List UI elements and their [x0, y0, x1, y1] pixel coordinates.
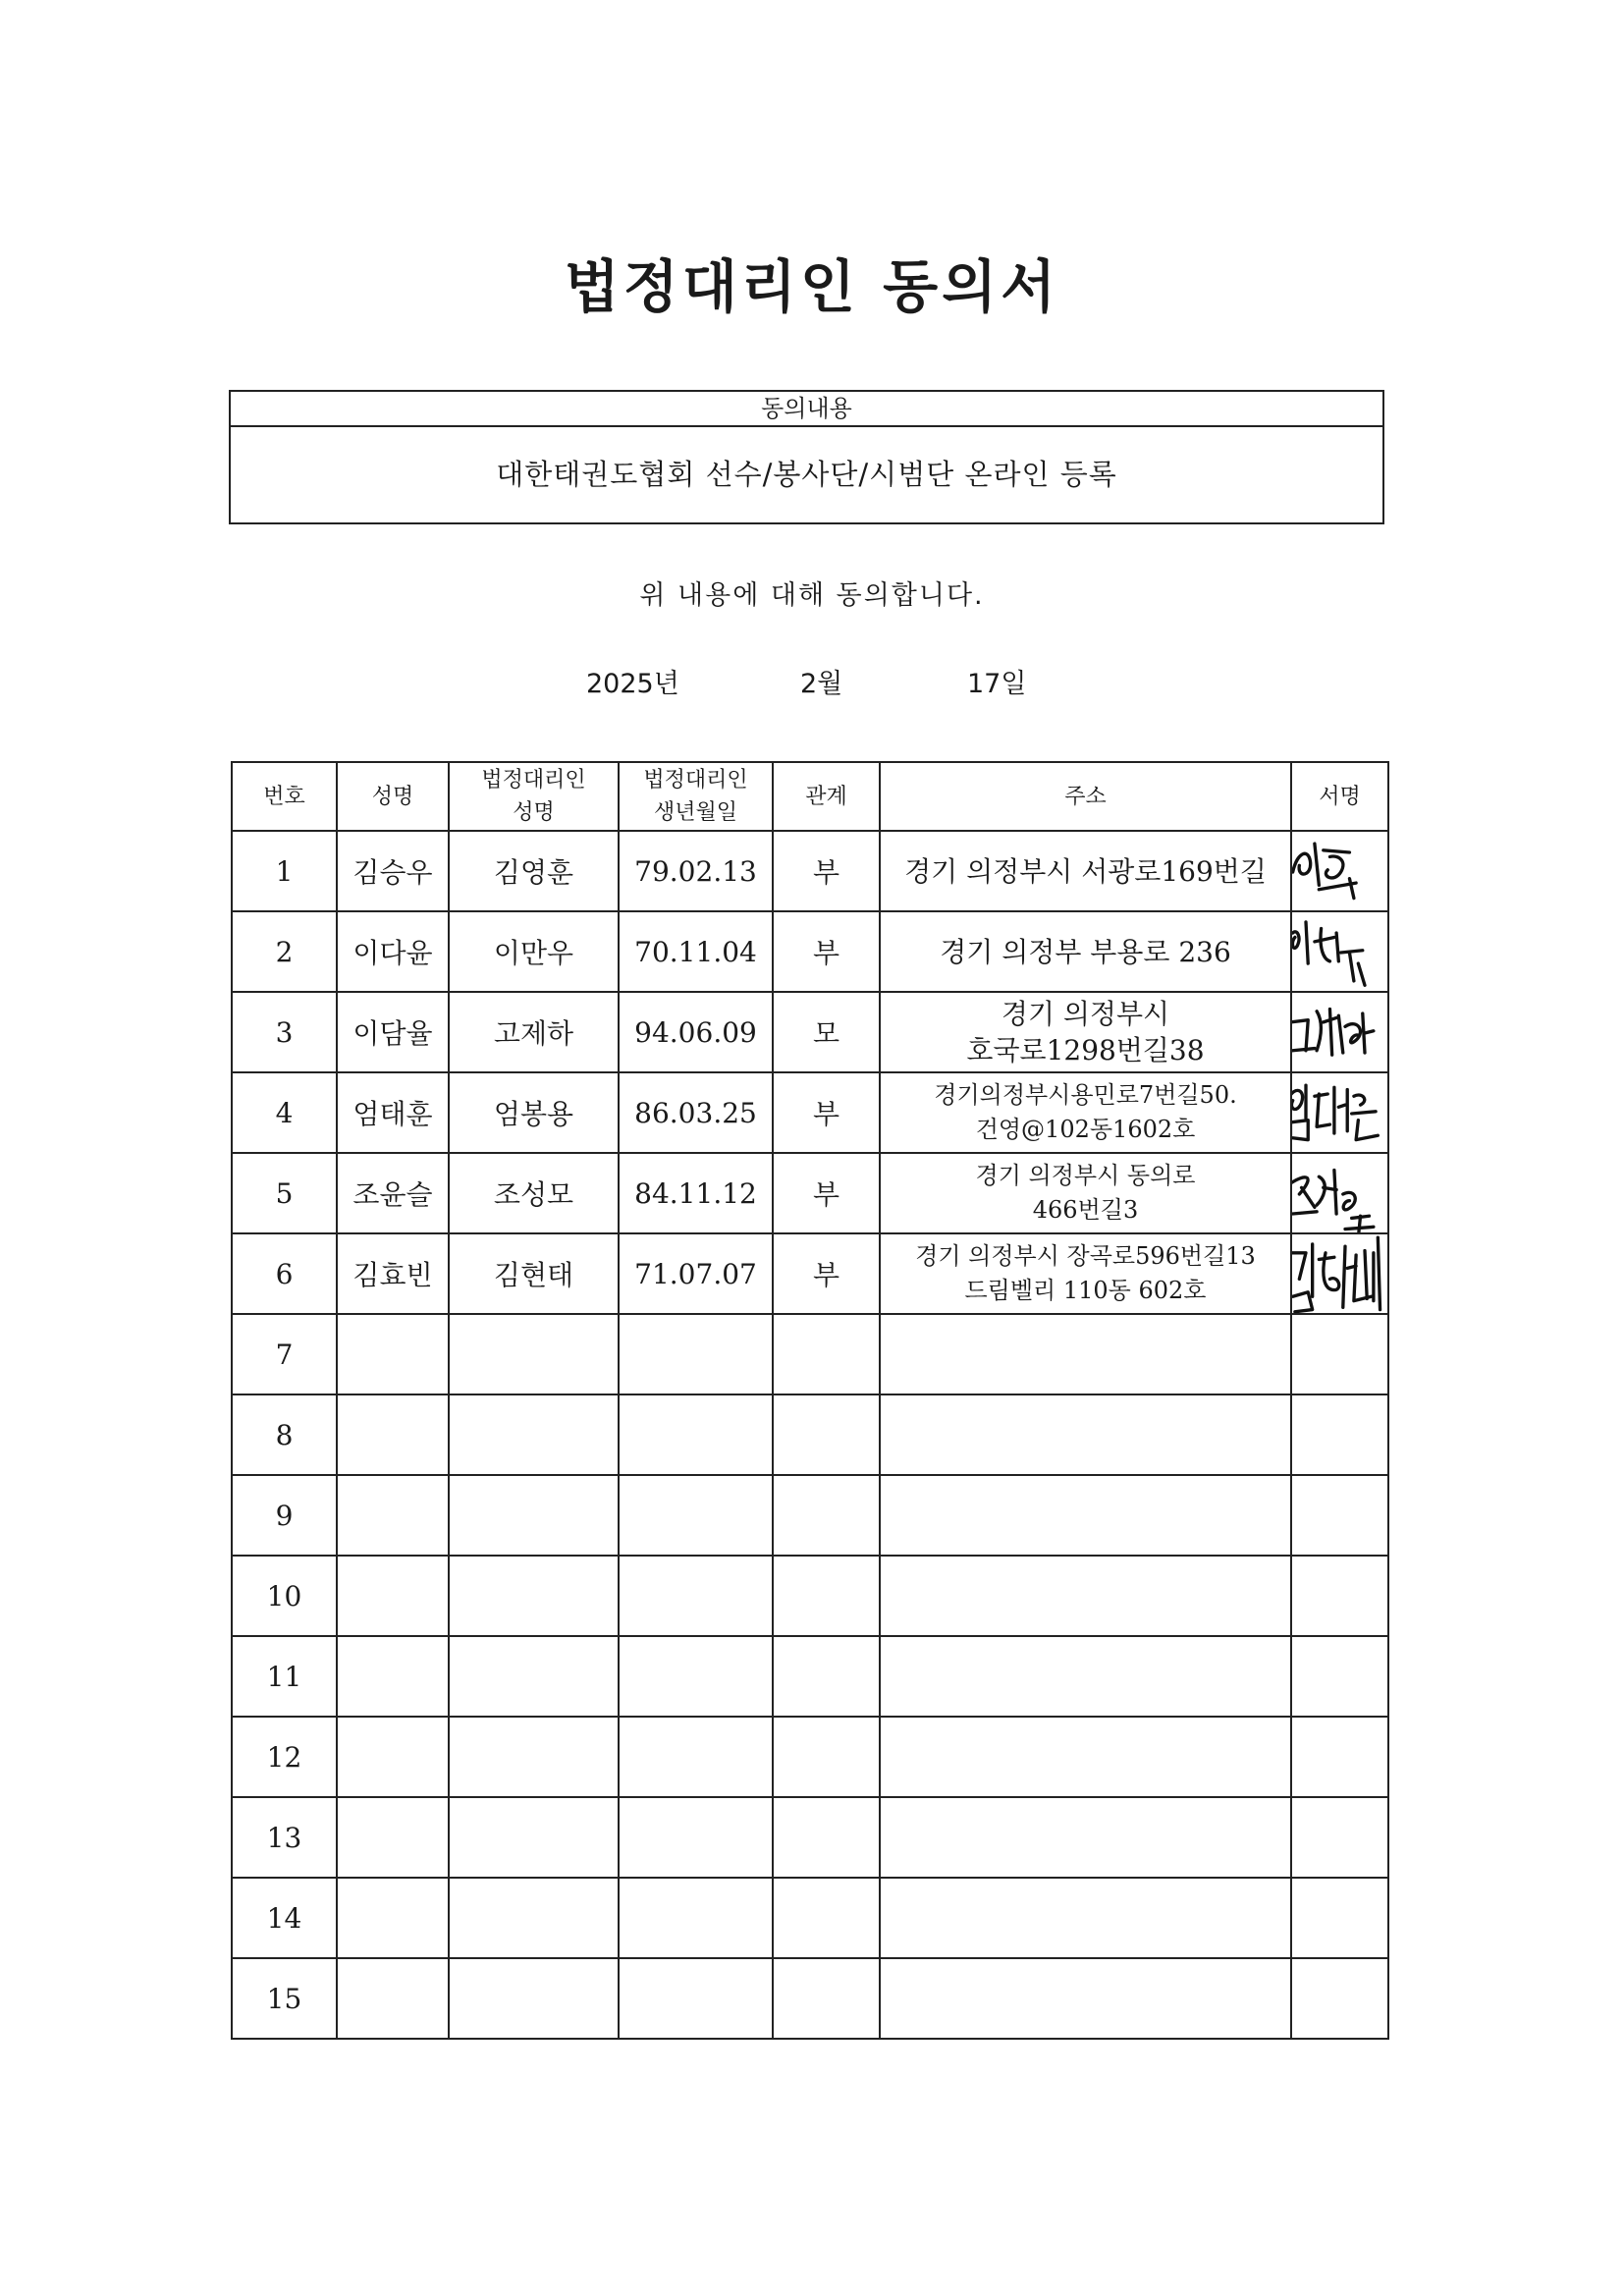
- cell-relation: [773, 1475, 880, 1556]
- cell-address: [880, 992, 1291, 1072]
- cell-relation: [773, 1878, 880, 1958]
- signature-scrawl: [1291, 992, 1384, 1072]
- table-row: [232, 1958, 1388, 2039]
- cell-no: 12: [232, 1717, 337, 1797]
- cell-relation: [773, 1394, 880, 1475]
- cell-guardian-birth: [619, 1717, 773, 1797]
- address-line-2: 건영@102동1602호: [975, 1116, 1196, 1143]
- cell-relation: [773, 1556, 880, 1636]
- cell-address: [880, 1958, 1291, 2039]
- cell-signature: [1291, 1636, 1388, 1717]
- cell-address: [880, 1475, 1291, 1556]
- table-row: [232, 831, 1388, 911]
- cell-name: [337, 1717, 449, 1797]
- handwritten-signature: [1291, 992, 1388, 1072]
- cell-address: [880, 1394, 1291, 1475]
- cell-guardian-name: 김영훈: [449, 831, 619, 911]
- cell-guardian-birth: [619, 1797, 773, 1878]
- cell-no: 6: [232, 1233, 337, 1314]
- handwritten-signature: [1291, 1233, 1388, 1314]
- cell-address: [880, 1797, 1291, 1878]
- cell-guardian-name: [449, 1636, 619, 1717]
- table-row: [232, 1233, 1388, 1314]
- cell-guardian-name: [449, 1394, 619, 1475]
- table-row: [232, 1475, 1388, 1556]
- cell-name: [337, 1797, 449, 1878]
- cell-name: 김승우: [337, 831, 449, 911]
- header-no: 번호: [232, 762, 337, 831]
- cell-relation: [773, 1717, 880, 1797]
- cell-guardian-name: [449, 1717, 619, 1797]
- cell-signature: [1291, 1717, 1388, 1797]
- handwritten-signature: [1291, 831, 1388, 911]
- cell-address: [880, 1636, 1291, 1717]
- cell-guardian-birth: [619, 1394, 773, 1475]
- handwritten-signature: [1291, 1153, 1388, 1233]
- guardian-table: [231, 761, 1389, 2040]
- header-name: 성명: [337, 762, 449, 831]
- cell-name: [337, 1556, 449, 1636]
- address-line-1: 경기 의정부시 장곡로596번길13: [915, 1242, 1256, 1270]
- cell-guardian-name: [449, 1314, 619, 1394]
- handwritten-signature: [1291, 1072, 1388, 1153]
- signature-scrawl: [1291, 831, 1384, 911]
- cell-name: [337, 1878, 449, 1958]
- table-row: [232, 911, 1388, 992]
- cell-guardian-name: [449, 1475, 619, 1556]
- table-row: [232, 1394, 1388, 1475]
- cell-no: 7: [232, 1314, 337, 1394]
- cell-guardian-birth: 79.02.13: [619, 831, 773, 911]
- cell-guardian-name: [449, 1797, 619, 1878]
- cell-guardian-birth: [619, 1314, 773, 1394]
- cell-guardian-name: [449, 1878, 619, 1958]
- cell-relation: 부: [773, 911, 880, 992]
- table-row: [232, 1153, 1388, 1233]
- header-address: 주소: [880, 762, 1291, 831]
- handwritten-signature: [1291, 911, 1388, 992]
- address-line-1: 경기의정부시용민로7번길50.: [934, 1081, 1237, 1109]
- document-title: 법정대리인 동의서: [564, 253, 1060, 320]
- signature-scrawl: [1291, 1153, 1384, 1233]
- cell-no: 5: [232, 1153, 337, 1233]
- agreement-text: 위 내용에 대해 동의합니다.: [639, 580, 985, 611]
- cell-address: [880, 1556, 1291, 1636]
- cell-address: [880, 1314, 1291, 1394]
- cell-relation: [773, 1314, 880, 1394]
- cell-signature: [1291, 1958, 1388, 2039]
- header-signature: 서명: [1291, 762, 1388, 831]
- cell-address: [880, 1233, 1291, 1314]
- cell-guardian-birth: [619, 1878, 773, 1958]
- table-row: [232, 992, 1388, 1072]
- cell-relation: [773, 1958, 880, 2039]
- cell-name: [337, 1475, 449, 1556]
- consent-header: 동의내용: [231, 392, 1382, 427]
- header-guardian-name: [449, 762, 619, 831]
- cell-guardian-birth: 70.11.04: [619, 911, 773, 992]
- header-guardian-name-line1: 법정대리인: [481, 768, 586, 793]
- cell-guardian-birth: [619, 1636, 773, 1717]
- cell-guardian-birth: [619, 1958, 773, 2039]
- cell-name: 조윤슬: [337, 1153, 449, 1233]
- cell-name: [337, 1314, 449, 1394]
- address-line-1: 경기 의정부시 동의로: [975, 1162, 1196, 1189]
- cell-relation: 모: [773, 992, 880, 1072]
- header-guardian-birth-line1: 법정대리인: [643, 768, 748, 793]
- cell-no: 10: [232, 1556, 337, 1636]
- cell-relation: 부: [773, 1153, 880, 1233]
- cell-signature: [1291, 1797, 1388, 1878]
- cell-guardian-name: [449, 1958, 619, 2039]
- cell-signature: [1291, 1394, 1388, 1475]
- cell-no: 1: [232, 831, 337, 911]
- consent-body: 대한태권도협회 선수/봉사단/시범단 온라인 등록: [496, 458, 1117, 491]
- cell-relation: 부: [773, 1072, 880, 1153]
- address-line-1: 경기 의정부시: [1001, 998, 1170, 1030]
- header-guardian-name-line2: 성명: [513, 800, 555, 825]
- cell-relation: 부: [773, 831, 880, 911]
- cell-guardian-birth: 71.07.07: [619, 1233, 773, 1314]
- cell-relation: 부: [773, 1233, 880, 1314]
- header-guardian-birth: [619, 762, 773, 831]
- cell-no: 11: [232, 1636, 337, 1717]
- cell-no: 15: [232, 1958, 337, 2039]
- cell-address: [880, 1072, 1291, 1153]
- cell-name: 김효빈: [337, 1233, 449, 1314]
- cell-signature: [1291, 1878, 1388, 1958]
- cell-guardian-birth: [619, 1556, 773, 1636]
- cell-relation: [773, 1797, 880, 1878]
- cell-no: 9: [232, 1475, 337, 1556]
- cell-address: [880, 1153, 1291, 1233]
- table-row: [232, 1878, 1388, 1958]
- cell-no: 3: [232, 992, 337, 1072]
- cell-no: 2: [232, 911, 337, 992]
- cell-address: [880, 1878, 1291, 1958]
- address-line-2: 466번길3: [1032, 1196, 1139, 1224]
- address-line-2: 드림벨리 110동 602호: [964, 1277, 1207, 1304]
- cell-guardian-name: 엄봉용: [449, 1072, 619, 1153]
- signature-scrawl: [1291, 911, 1384, 992]
- cell-signature: [1291, 1314, 1388, 1394]
- table-row: [232, 1717, 1388, 1797]
- cell-name: 이담율: [337, 992, 449, 1072]
- table-row: [232, 1636, 1388, 1717]
- address-line-2: 호국로1298번길38: [966, 1034, 1205, 1066]
- table-row: [232, 1314, 1388, 1394]
- cell-no: 8: [232, 1394, 337, 1475]
- cell-no: 13: [232, 1797, 337, 1878]
- cell-guardian-name: [449, 1556, 619, 1636]
- cell-signature: [1291, 1475, 1388, 1556]
- cell-relation: [773, 1636, 880, 1717]
- cell-guardian-name: 이만우: [449, 911, 619, 992]
- cell-signature: [1291, 1556, 1388, 1636]
- cell-name: [337, 1394, 449, 1475]
- cell-guardian-name: 고제하: [449, 992, 619, 1072]
- cell-name: 엄태훈: [337, 1072, 449, 1153]
- header-guardian-birth-line2: 생년월일: [653, 800, 737, 825]
- signature-scrawl: [1291, 1233, 1384, 1314]
- date-day: 17일: [967, 669, 1027, 699]
- signature-scrawl: [1291, 1072, 1384, 1153]
- cell-guardian-birth: 86.03.25: [619, 1072, 773, 1153]
- table-row: [232, 1556, 1388, 1636]
- cell-guardian-birth: [619, 1475, 773, 1556]
- table-row: [232, 1072, 1388, 1153]
- cell-no: 14: [232, 1878, 337, 1958]
- cell-address: [880, 1717, 1291, 1797]
- cell-no: 4: [232, 1072, 337, 1153]
- date-year: 2025년: [586, 669, 679, 699]
- cell-guardian-birth: 84.11.12: [619, 1153, 773, 1233]
- date-month: 2월: [800, 669, 843, 699]
- cell-guardian-birth: 94.06.09: [619, 992, 773, 1072]
- cell-name: 이다윤: [337, 911, 449, 992]
- cell-guardian-name: 김현태: [449, 1233, 619, 1314]
- consent-box: [229, 390, 1384, 524]
- table-header-row: [232, 762, 1388, 831]
- header-relation: 관계: [773, 762, 880, 831]
- cell-address: 경기 의정부시 서광로169번길: [880, 831, 1291, 911]
- cell-name: [337, 1958, 449, 2039]
- table-row: [232, 1797, 1388, 1878]
- cell-guardian-name: 조성모: [449, 1153, 619, 1233]
- cell-name: [337, 1636, 449, 1717]
- cell-address: 경기 의정부 부용로 236: [880, 911, 1291, 992]
